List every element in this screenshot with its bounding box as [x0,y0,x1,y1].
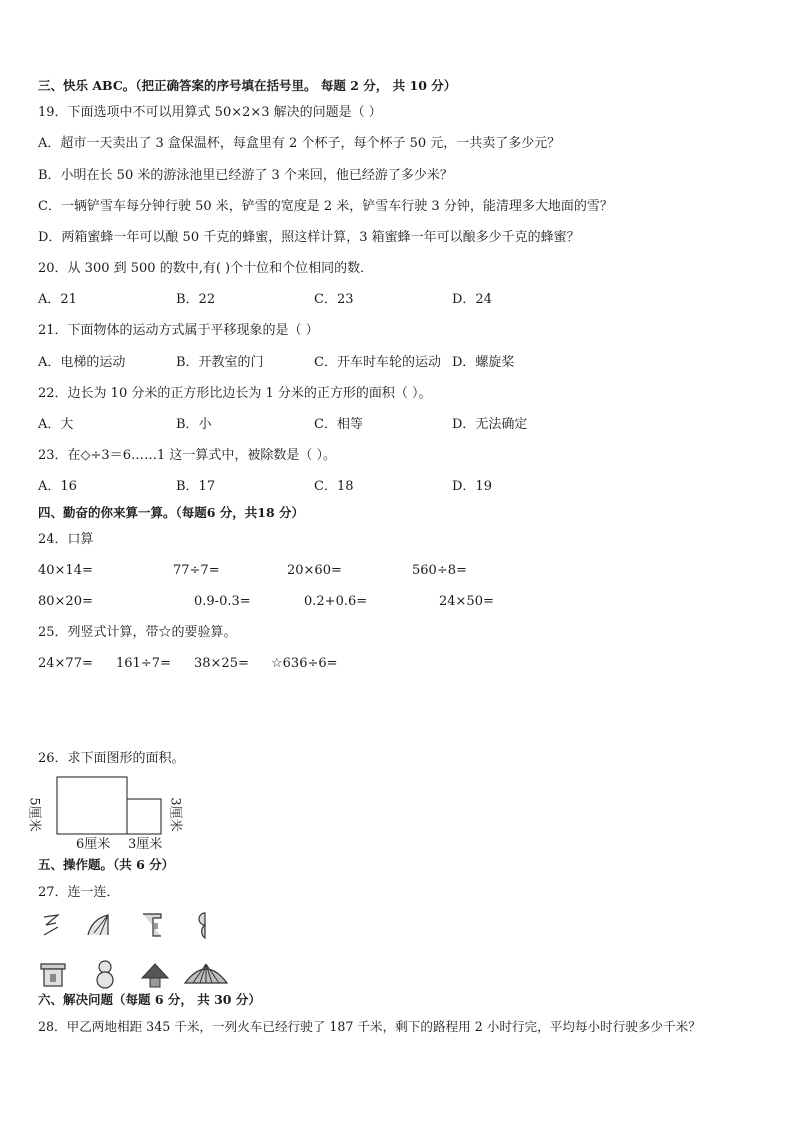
q23-option-c: C．18 [314,479,354,494]
q21-stem: 21．下面物体的运动方式属于平移现象的是（ ） [38,323,319,338]
q23-option-d: D．19 [452,479,492,494]
q24-r2-2: 0.9-0.3= [194,594,251,609]
q21-option-c: C．开车时车轮的运动 [314,355,441,370]
q25-item-1: 24×77= [38,656,93,671]
q24-stem: 24．口算 [38,532,94,547]
q19-option-c: C．一辆铲雪车每分钟行驶 50 米，铲雪的宽度是 2 米，铲雪车行驶 3 分钟，能清理多大地面的雪？ [38,199,613,214]
umbrella-icon [183,961,229,987]
q24-r2-1: 80×20= [38,594,93,609]
q25-item-2: 161÷7= [116,656,171,671]
q21-option-d: D．螺旋桨 [452,355,515,370]
q24-r1-2: 77÷7= [173,563,220,578]
q22-option-c: C．相等 [314,417,363,432]
half-snowman-icon [193,911,215,939]
q20-stem: 20．从 300 到 500 的数中,有( )个十位和个位相同的数． [38,261,374,276]
q25-item-3: 38×25= [194,656,249,671]
label-height-big: 5厘米 [26,797,42,832]
label-width-big: 6厘米 [76,837,111,852]
q19-stem: 19．下面选项中不可以用算式 50×2×3 解决的问题是（ ） [38,105,382,120]
q24-r2-3: 0.2+0.6= [304,594,368,609]
q22-stem: 22．边长为 10 分米的正方形比边长为 1 分米的正方形的面积（ ）。 [38,386,432,401]
half-umbrella-icon [86,913,112,937]
q22-option-a: A．大 [38,417,74,432]
q23-option-b: B．17 [176,479,216,494]
q21-option-b: B．开教室的门 [176,355,264,370]
label-height-small: 3厘米 [167,797,183,832]
small-rectangle [127,799,161,834]
q23-option-a: A．16 [38,479,77,494]
q25-item-4: ☆636÷6= [271,656,338,671]
section-5-heading: 五、操作题。（共 6 分） [38,857,175,872]
snowman-icon [92,959,118,989]
q22-option-b: B．小 [176,417,212,432]
section-4-heading: 四、勤奋的你来算一算。（每题6 分，共18 分） [38,505,305,520]
q24-r2-4: 24×50= [439,594,494,609]
q24-r1-1: 40×14= [38,563,93,578]
q19-option-b: B．小明在长 50 米的游泳池里已经游了 3 个来回，他已经游了多少米？ [38,168,453,183]
half-house-icon [141,912,163,938]
q24-r1-3: 20×60= [287,563,342,578]
q19-option-a: A．超市一天卖出了 3 盒保温杯，每盒里有 2 个杯子，每个杯子 50 元，一共卖了多少元？ [38,136,561,151]
q19-option-d: D．两箱蜜蜂一年可以酿 50 千克的蜂蜜，照这样计算，3 箱蜜蜂一年可以酿多少千克的蜂蜜？ [38,230,580,245]
q21-option-a: A．电梯的运动 [38,355,126,370]
half-umbrella-lines-icon [40,913,62,937]
section-3-heading: 三、快乐 ABC。（把正确答案的序号填在括号里。 每题 2 分， 共 10 分） [38,78,457,93]
q25-stem: 25．列竖式计算，带☆的要验算。 [38,625,237,640]
big-rectangle [57,777,127,834]
q26-stem: 26．求下面图形的面积。 [38,751,185,766]
q23-stem: 23．在◇÷3＝6……1 这一算式中，被除数是（ ）。 [38,448,337,463]
section-6-heading: 六、解决问题（每题 6 分， 共 30 分） [38,992,261,1007]
q20-option-c: C．23 [314,292,354,307]
q24-r1-4: 560÷8= [412,563,467,578]
q20-option-d: D．24 [452,292,492,307]
tree-house-icon [140,962,170,988]
q20-option-b: B．22 [176,292,216,307]
q27-stem: 27．连一连． [38,885,120,900]
house-icon [39,960,67,988]
q20-option-a: A．21 [38,292,77,307]
q22-option-d: D．无法确定 [452,417,528,432]
label-width-small: 3厘米 [128,837,163,852]
q28-text: 28．甲乙两地相距 345 千米，一列火车已经行驶了 187 千米，剩下的路程用 2 小时行完，平均每小时行驶多少千米？ [38,1019,701,1034]
